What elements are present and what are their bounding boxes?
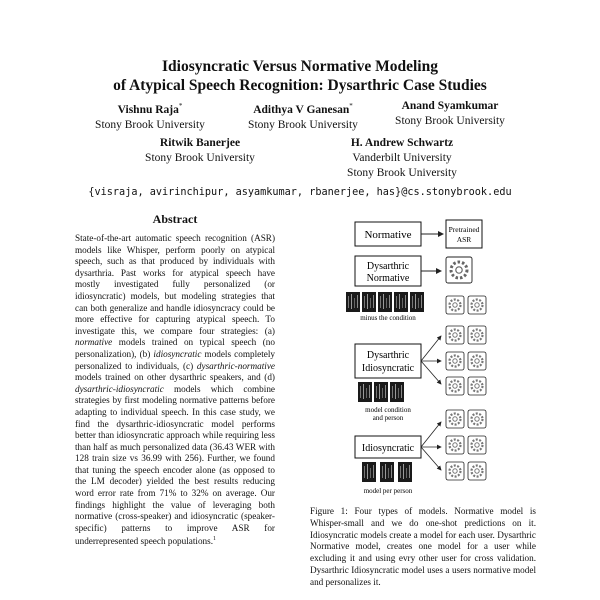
abstract-emphasis: dysarthric-normative bbox=[196, 360, 275, 371]
idio-label: Idiosyncratic bbox=[361, 443, 415, 454]
model-condition-label-1: model condition bbox=[365, 406, 411, 414]
abstract-emphasis: idiosyncratic bbox=[153, 348, 202, 359]
author-name: Ritwik Banerjee bbox=[159, 137, 241, 149]
author-affiliation: Vanderbilt University bbox=[352, 152, 452, 164]
author-affiliation: Stony Brook University bbox=[145, 152, 255, 164]
author-affiliation-2: Stony Brook University bbox=[347, 167, 457, 179]
per-person-gear-icons bbox=[446, 410, 486, 480]
author-name: Anand Syamkumar bbox=[401, 100, 499, 112]
minus-condition-label: minus the condition bbox=[360, 314, 416, 322]
arrow bbox=[421, 336, 441, 361]
pretrained-label: Pretrained bbox=[448, 225, 480, 234]
model-per-person-label: model per person bbox=[363, 487, 413, 495]
abstract-body bbox=[75, 233, 275, 548]
abstract-emphasis: normative bbox=[75, 337, 113, 348]
footnote-mark: 1 bbox=[213, 536, 217, 543]
arrow bbox=[421, 361, 441, 384]
author-emails: {visraja, avirinchipur, asyamkumar, rbanerjee, has}@cs.stonybrook.edu bbox=[88, 187, 512, 198]
dys-idio-label-1: Dysarthric bbox=[366, 350, 410, 361]
figure-caption bbox=[310, 506, 536, 589]
figure-1-diagram bbox=[300, 212, 540, 502]
abstract-heading: Abstract bbox=[152, 212, 198, 226]
author-block bbox=[327, 136, 477, 181]
spectrogram-strip bbox=[346, 292, 424, 312]
shared-model-gear-icon bbox=[446, 257, 472, 283]
author-name: Vishnu Raja bbox=[117, 103, 179, 116]
author-name: Adithya V Ganesan bbox=[253, 103, 350, 116]
model-condition-label-2: and person bbox=[372, 414, 404, 422]
abstract-text: models trained on typical speech (no personalization), (b) bbox=[75, 337, 275, 359]
dys-norm-label-1: Dysarthric bbox=[366, 261, 410, 272]
author-name: H. Andrew Schwartz bbox=[350, 137, 454, 149]
author-block bbox=[85, 99, 215, 133]
spectrogram-strip bbox=[362, 462, 412, 482]
abstract-emphasis: dysarthric-idiosyncratic bbox=[75, 383, 164, 394]
personalized-gear-icons bbox=[446, 326, 486, 395]
dys-norm-label-2: Normative bbox=[366, 273, 410, 284]
abstract-text: models which combine strategies by first modeling normative patterns before adapting to individual speech. In this case study, we find the dysarthric-idiosyncratic model performs better than idiosyncratic approach while requiring less than half as much personalized data (36.43 WER with 128 train size vs 36.99 with 256). Further, we found that tuning the speech encoder alone (as opposed to the LM decoder) yielded the best results reducing word error rate from 71% to 32% on average. Our findings highlight the value of leveraging both normative (cross-speaker) and idiosyncratic (speaker-specific) patterns to improve ASR for underrepresented speech populations. bbox=[75, 383, 275, 547]
abstract-text: models completely personalized to individuals, (c) bbox=[75, 348, 275, 371]
author-affiliation: Stony Brook University bbox=[95, 118, 205, 131]
arrow bbox=[421, 422, 441, 447]
author-block bbox=[380, 99, 520, 129]
author-block bbox=[233, 99, 373, 133]
per-user-gear-icons bbox=[446, 296, 486, 314]
equal-contribution-mark: * bbox=[349, 102, 353, 110]
author-affiliation: Stony Brook University bbox=[248, 118, 358, 131]
author-affiliation: Stony Brook University bbox=[395, 115, 505, 127]
spectrogram-strip bbox=[358, 382, 404, 402]
arrow bbox=[421, 447, 441, 470]
author-block bbox=[130, 136, 270, 166]
dys-idio-label-2: Idiosyncratic bbox=[361, 363, 415, 374]
abstract-text: models trained on other dysarthric speakers, and (d) bbox=[75, 372, 275, 383]
abstract-text: State-of-the-art automatic speech recognition (ASR) models like Whisper, perform poorly on atypical speech, such as that produced by individuals with dysarthria. Past works for atypical speech have mostly investigated fully personalized (or idiosyncratic) models, but modeling strategies that can both generalize and handle idiosyncracy could be more effective for capturing atypical speech. To investigate this, we compare four strategies: (a) bbox=[75, 233, 275, 336]
normative-label: Normative bbox=[364, 229, 412, 241]
paper-title-line-2: of Atypical Speech Recognition: Dysarthric Case Studies bbox=[113, 77, 487, 94]
caption-text: Figure 1: Four types of models. Normative model is Whisper-small and we do one-shot predictions on it. Idiosyncratic models create a model for each user. Dysarthric Normative model, creates one model for a user while excluding it and using evry other user for cross validation. Dysarthric Idiosyncratic model uses a users normative model and personalizes it. bbox=[310, 506, 536, 587]
asr-label: ASR bbox=[456, 235, 472, 244]
paper-title-line-1: Idiosyncratic Versus Normative Modeling bbox=[162, 58, 438, 75]
equal-contribution-mark: * bbox=[178, 102, 183, 110]
